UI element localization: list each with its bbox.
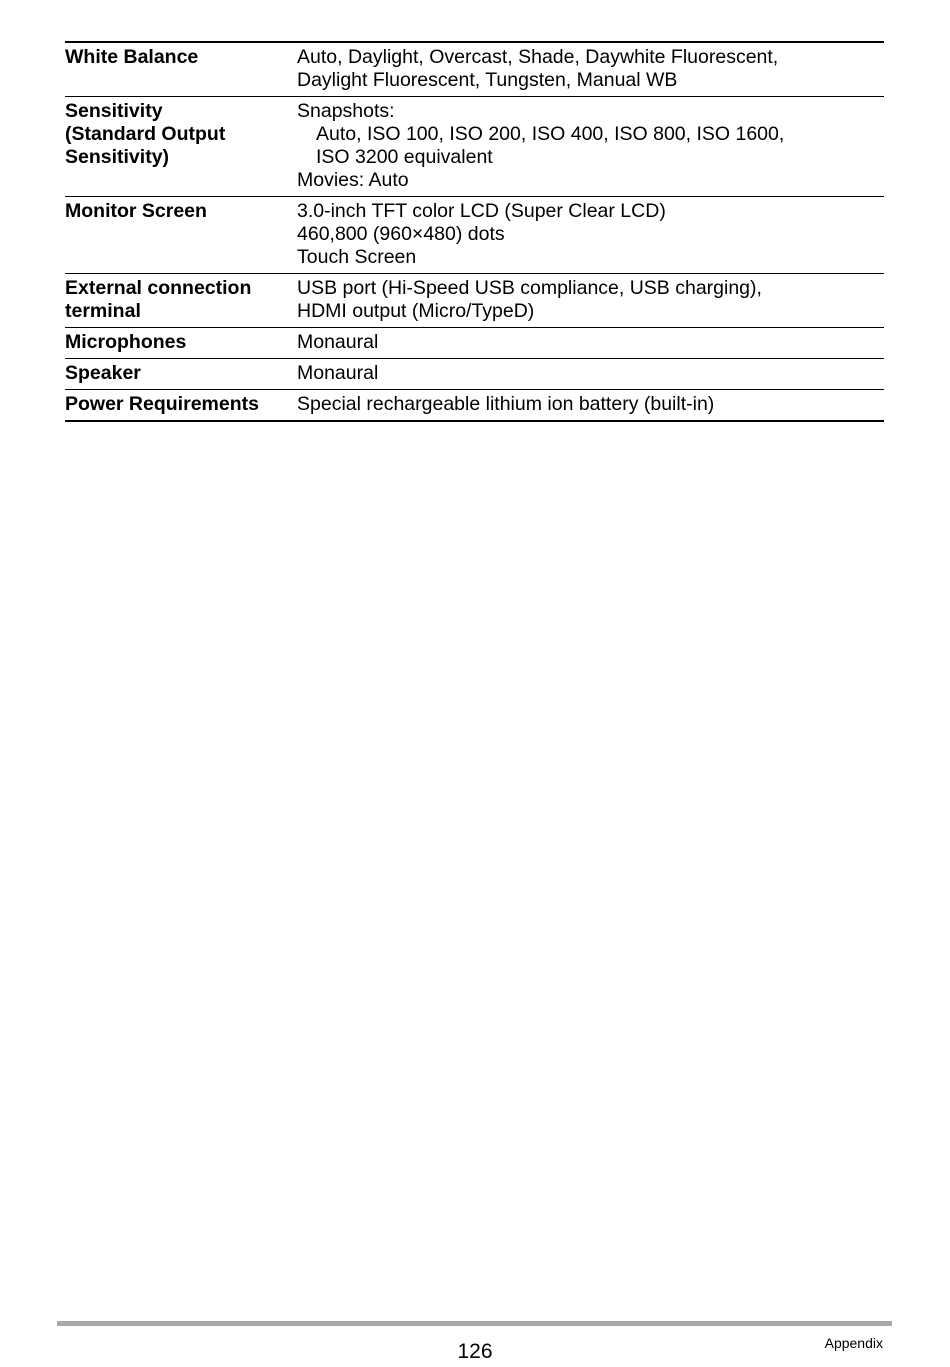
section-name: Appendix	[824, 1335, 883, 1351]
spec-label-line: Monitor Screen	[65, 200, 207, 222]
spec-value	[297, 277, 884, 323]
spec-label-line: Speaker	[65, 362, 141, 384]
spec-label-line: Microphones	[65, 331, 187, 353]
spec-value	[297, 362, 884, 385]
spec-value-line: Monaural	[297, 362, 379, 384]
spec-value-line: Snapshots:	[297, 100, 395, 122]
spec-table	[65, 41, 884, 422]
spec-value-line: USB port (Hi-Speed USB compliance, USB charging),	[297, 277, 762, 299]
spec-label	[65, 100, 297, 192]
spec-row	[65, 43, 884, 97]
spec-value	[297, 46, 884, 92]
spec-label-line: (Standard Output	[65, 123, 226, 145]
spec-label	[65, 362, 297, 385]
spec-value-line: Auto, Daylight, Overcast, Shade, Daywhite Fluorescent,	[297, 46, 779, 68]
spec-label	[65, 393, 297, 416]
spec-row	[65, 197, 884, 274]
spec-value-line: Touch Screen	[297, 246, 417, 268]
footer-rule	[57, 1321, 892, 1326]
spec-value	[297, 100, 884, 192]
spec-row	[65, 274, 884, 328]
page-number: 126	[457, 1340, 493, 1363]
spec-label-line: Sensitivity)	[65, 146, 170, 168]
spec-row	[65, 359, 884, 390]
spec-value-line: Movies: Auto	[297, 169, 409, 191]
spec-value-line: Special rechargeable lithium ion battery (built-in)	[297, 393, 715, 415]
spec-row	[65, 97, 884, 197]
spec-label-line: terminal	[65, 300, 141, 322]
spec-value-line: Auto, ISO 100, ISO 200, ISO 400, ISO 800, ISO 1600,	[316, 123, 785, 145]
spec-value-line: 3.0-inch TFT color LCD (Super Clear LCD)	[297, 200, 666, 222]
spec-value-line: Monaural	[297, 331, 379, 353]
spec-row	[65, 328, 884, 359]
spec-label-line: Power Requirements	[65, 393, 259, 415]
spec-label	[65, 200, 297, 269]
spec-label	[65, 46, 297, 92]
spec-value-line: 460,800 (960×480) dots	[297, 223, 505, 245]
spec-label-line: External connection	[65, 277, 252, 299]
spec-value	[297, 393, 884, 416]
spec-value-line: HDMI output (Micro/TypeD)	[297, 300, 535, 322]
spec-row	[65, 390, 884, 422]
spec-value	[297, 200, 884, 269]
spec-label-line: Sensitivity	[65, 100, 163, 122]
spec-value-line: ISO 3200 equivalent	[316, 146, 493, 168]
spec-value-line: Daylight Fluorescent, Tungsten, Manual WB	[297, 69, 678, 91]
spec-label	[65, 277, 297, 323]
spec-label	[65, 331, 297, 354]
spec-label-line: White Balance	[65, 46, 199, 68]
spec-value	[297, 331, 884, 354]
